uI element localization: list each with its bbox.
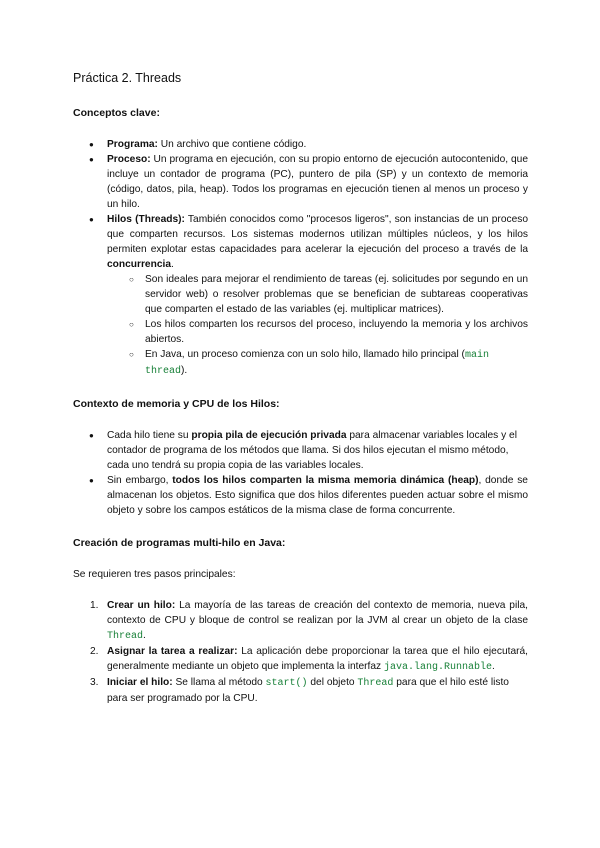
sublist-item-text: En Java, un proceso comienza con un solo hilo, llamado hilo principal ( xyxy=(145,349,465,360)
step-title: Crear un hilo: xyxy=(107,600,176,611)
bold-concurrencia: concurrencia xyxy=(107,259,171,270)
step-number: 3. xyxy=(90,677,99,688)
step-text: La aplicación debe proporcionar la tarea que el hilo ejecutará, generalmente mediante un objeto que implementa la interfaz xyxy=(107,646,528,672)
text-hilos: También conocidos como "procesos ligeros", son instancias de un proceso que comparten recursos. Los sistemas modernos utilizan múltiples núcleos, y los hilos permiten explotar estas capacidades para acelerar la ejecución del proceso a través de la xyxy=(107,214,528,255)
step-item-3 xyxy=(73,675,528,706)
hilos-sublist xyxy=(107,272,528,379)
text-programa: Un archivo que contiene código. xyxy=(157,139,307,150)
term-programa: Programa: xyxy=(107,139,158,150)
sublist-item xyxy=(107,347,528,379)
code-runnable: java.lang.Runnable xyxy=(383,662,492,673)
term-hilos: Hilos (Threads): xyxy=(107,214,185,225)
hilos-paragraph xyxy=(107,212,528,272)
sublist-item: ○ Son ideales para mejorar el rendimiento de tareas (ej. solicitudes por segundo en un servidor web) o resolver problemas que se benefician de subtareas cooperativas que comparten el estado de las variables (ej. multiplicar matrices). xyxy=(107,272,528,317)
term-proceso: Proceso: xyxy=(107,154,151,165)
text-pila-pre: Cada hilo tiene su xyxy=(107,430,192,441)
contexto-list xyxy=(73,428,528,518)
step-text: La mayoría de las tareas de creación del contexto de memoria, nueva pila, contexto de CPU y bloque de control se realizan por la JVM al crear un objeto de la clase xyxy=(107,600,528,626)
conceptos-list xyxy=(73,137,528,379)
step-text: Se llama al método xyxy=(172,677,266,688)
step-text: para que el hilo esté listo para ser programado por la CPU. xyxy=(107,677,509,704)
step-text: del objeto xyxy=(307,677,358,688)
section-heading-conceptos: Conceptos clave: xyxy=(73,107,160,119)
text-heap-pre: Sin embargo, xyxy=(107,475,173,486)
page-title: Práctica 2. Threads xyxy=(73,71,182,85)
bold-heap: todos los hilos comparten la misma memoria dinámica (heap) xyxy=(172,475,479,486)
step-item-2 xyxy=(73,644,528,675)
sublist-item-tail: ). xyxy=(181,365,188,376)
list-item-proceso xyxy=(73,152,528,212)
list-item-pila xyxy=(73,428,528,473)
steps-list xyxy=(73,598,528,706)
step-tail: . xyxy=(143,630,146,641)
code-thread: Thread xyxy=(107,631,144,642)
list-item-hilos xyxy=(73,212,528,379)
text-heap-post: , donde se almacenan los objetos. Esto significa que dos hilos diferentes pueden actuar sobre el mismo objeto y sobre los campos estáticos de la misma clase de forma concurrente. xyxy=(107,475,528,516)
section-heading-contexto: Contexto de memoria y CPU de los Hilos: xyxy=(73,398,280,410)
step-title: Iniciar el hilo: xyxy=(107,677,173,688)
list-item-programa xyxy=(73,137,528,152)
step-title: Asignar la tarea a realizar: xyxy=(107,646,238,657)
code-main-thread: main thread xyxy=(145,350,489,377)
section-heading-creacion: Creación de programas multi-hilo en Java: xyxy=(73,537,286,549)
step-tail: . xyxy=(491,661,495,672)
text-pila-post: para almacenar variables locales y el contador de programa de los métodos que llama. Si dos hilos ejecutan el mismo método, cada uno tendrá su propia copia de las variables locales. xyxy=(107,430,517,471)
code-thread: Thread xyxy=(357,678,394,689)
step-number: 2. xyxy=(90,646,99,657)
step-number: 1. xyxy=(90,600,99,611)
text-proceso: Un programa en ejecución, con su propio entorno de ejecución autocontenido, que incluye un contador de programa (PC), puntero de pila (SP) y un contexto de memoria (código, datos, pila, heap). Todos los programas en ejecución tienen al menos un proceso y un hilo. xyxy=(107,154,528,210)
sublist-item: ○ Los hilos comparten los recursos del proceso, incluyendo la memoria y los archivos abiertos. xyxy=(107,317,528,347)
code-start: start() xyxy=(265,678,308,689)
document-page xyxy=(73,64,528,706)
bold-pila: propia pila de ejecución privada xyxy=(191,430,347,441)
text-hilos-tail: . xyxy=(170,259,174,270)
step-item-1 xyxy=(73,598,528,644)
list-item-heap xyxy=(73,473,528,518)
creacion-intro: Se requieren tres pasos principales: xyxy=(73,569,236,580)
